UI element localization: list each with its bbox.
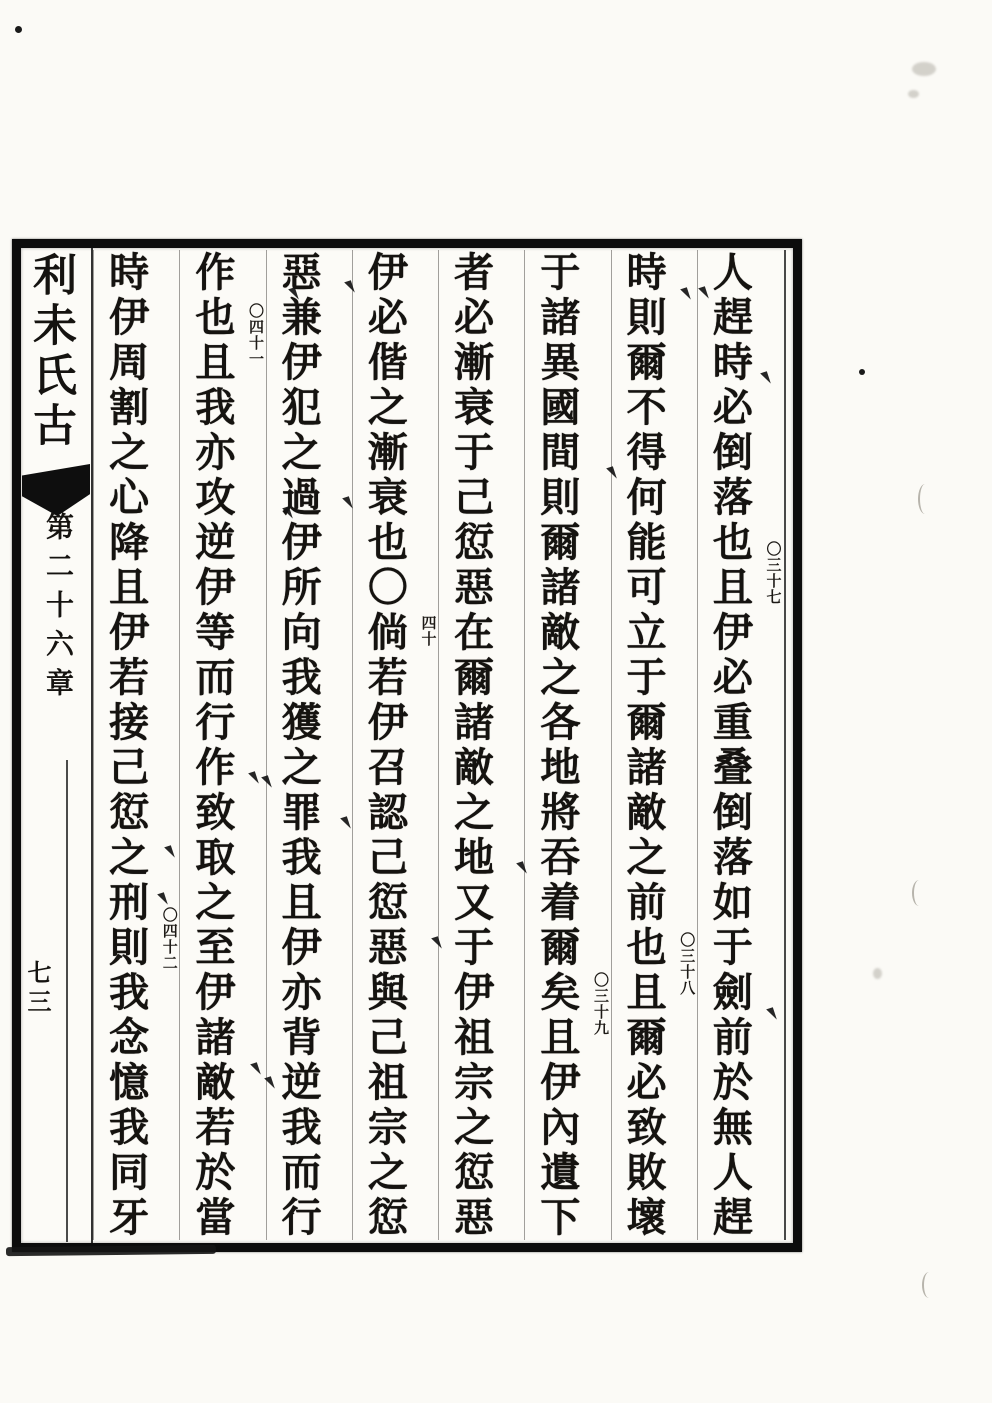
scan-artifact <box>912 62 936 76</box>
glyph: 國 <box>540 384 581 430</box>
glyph: 則 <box>626 294 667 340</box>
verse-number-note <box>765 542 783 606</box>
glyph: 宗 <box>454 1059 495 1105</box>
glyph: 地 <box>454 834 495 880</box>
glyph: 又 <box>454 879 495 925</box>
glyph: 之 <box>454 1104 495 1150</box>
glyph: 敵 <box>454 744 495 790</box>
scan-artifact <box>918 484 932 514</box>
glyph: 各 <box>540 699 581 745</box>
glyph: 己 <box>367 834 408 880</box>
glyph: 壞 <box>626 1194 667 1240</box>
glyph: 矣 <box>540 969 581 1015</box>
glyph: 行 <box>281 1194 322 1240</box>
text-column <box>352 250 439 1240</box>
glyph: 之 <box>109 429 150 475</box>
glyph: 伊 <box>281 519 322 565</box>
text-column <box>266 250 353 1240</box>
note-glyph: 二 <box>162 956 178 973</box>
glyph: 攻 <box>195 474 236 520</box>
glyph: 立 <box>626 609 667 655</box>
text-column <box>438 250 525 1240</box>
text-columns <box>94 250 786 1240</box>
glyph: 諸 <box>540 294 581 340</box>
glyph: 人 <box>712 1149 753 1195</box>
glyph: 所 <box>281 564 322 610</box>
glyph: 愆 <box>367 879 408 925</box>
verse-number-note <box>679 933 697 997</box>
glyph: 叠 <box>712 744 753 790</box>
glyph: 愆 <box>109 789 150 835</box>
glyph: 爾 <box>454 654 495 700</box>
scan-artifact <box>6 1245 216 1256</box>
note-glyph: 三 <box>766 558 782 575</box>
glyph: 作 <box>195 744 236 790</box>
text-column <box>179 250 266 1240</box>
verse-number-note <box>420 616 438 648</box>
glyph: 且 <box>712 564 753 610</box>
glyph: 敵 <box>540 609 581 655</box>
glyph: 過 <box>281 474 322 520</box>
column-text <box>532 250 588 1240</box>
glyph: 周 <box>109 339 150 385</box>
glyph: 同 <box>109 1149 150 1195</box>
glyph: 時 <box>712 339 753 385</box>
glyph: 伊 <box>195 564 236 610</box>
glyph: 必 <box>367 294 408 340</box>
glyph: 敵 <box>195 1059 236 1105</box>
glyph: 趕 <box>712 1194 753 1240</box>
glyph: 行 <box>195 699 236 745</box>
glyph: 之 <box>195 879 236 925</box>
glyph: 於 <box>195 1149 236 1195</box>
glyph: 背 <box>281 1014 322 1060</box>
glyph: 至 <box>195 924 236 970</box>
glyph: 憶 <box>109 1059 150 1105</box>
glyph: 獲 <box>281 699 322 745</box>
note-glyph: 四 <box>248 320 264 337</box>
glyph: 諸 <box>626 744 667 790</box>
note-glyph: 四 <box>162 924 178 941</box>
note-glyph: 十 <box>680 965 696 982</box>
glyph: 吞 <box>540 834 581 880</box>
glyph: 諸 <box>195 1014 236 1060</box>
text-column <box>524 250 611 1240</box>
glyph: 時 <box>109 249 150 295</box>
glyph: 之 <box>540 654 581 700</box>
glyph: 倘 <box>367 609 408 655</box>
glyph: 也 <box>195 294 236 340</box>
note-glyph: 一 <box>248 352 264 369</box>
glyph: 亦 <box>195 429 236 475</box>
note-glyph: 九 <box>593 1020 609 1037</box>
glyph: 且 <box>540 1014 581 1060</box>
glyph: 于 <box>626 654 667 700</box>
glyph: 衰 <box>454 384 495 430</box>
glyph: 認 <box>367 789 408 835</box>
glyph: 于 <box>454 924 495 970</box>
glyph: 伊 <box>367 249 408 295</box>
glyph: 且 <box>195 339 236 385</box>
glyph: 必 <box>712 384 753 430</box>
note-glyph: 〇 <box>766 542 782 559</box>
note-glyph: 七 <box>766 590 782 607</box>
glyph: 割 <box>109 384 150 430</box>
glyph: 爾 <box>540 924 581 970</box>
glyph: 向 <box>281 609 322 655</box>
glyph: 祖 <box>367 1059 408 1105</box>
column-text <box>705 250 761 1240</box>
glyph: 己 <box>367 1014 408 1060</box>
glyph: 我 <box>281 654 322 700</box>
glyph: 得 <box>626 429 667 475</box>
glyph: 偕 <box>367 339 408 385</box>
glyph: 祖 <box>454 1014 495 1060</box>
glyph: 伊 <box>109 294 150 340</box>
scan-artifact <box>912 880 926 906</box>
note-glyph: 十 <box>766 574 782 591</box>
glyph: 等 <box>195 609 236 655</box>
note-glyph: 四 <box>421 616 437 633</box>
glyph: 我 <box>109 969 150 1015</box>
note-glyph: 十 <box>248 336 264 353</box>
glyph: 在 <box>454 609 495 655</box>
glyph: 而 <box>195 654 236 700</box>
note-glyph: 〇 <box>248 304 264 321</box>
glyph: 衰 <box>367 474 408 520</box>
glyph: 諸 <box>540 564 581 610</box>
glyph: 宗 <box>367 1104 408 1150</box>
glyph: 無 <box>712 1104 753 1150</box>
page-number: 七三 <box>23 960 49 1018</box>
glyph: 前 <box>712 1014 753 1060</box>
glyph: 人 <box>712 249 753 295</box>
glyph: 之 <box>109 834 150 880</box>
glyph: 着 <box>540 879 581 925</box>
glyph: 時 <box>626 249 667 295</box>
glyph: 惡 <box>454 1194 495 1240</box>
glyph: 也 <box>367 519 408 565</box>
glyph: 爾 <box>540 519 581 565</box>
glyph: 惡 <box>454 564 495 610</box>
glyph: 伊 <box>281 339 322 385</box>
glyph: 伊 <box>281 924 322 970</box>
glyph: 心 <box>109 474 150 520</box>
glyph: 落 <box>712 834 753 880</box>
glyph: 刑 <box>109 879 150 925</box>
glyph: 伊 <box>109 609 150 655</box>
glyph: 之 <box>281 429 322 475</box>
margin-center-line <box>66 760 68 1242</box>
scan-artifact <box>15 26 22 33</box>
glyph: 且 <box>109 564 150 610</box>
glyph: 伊 <box>367 699 408 745</box>
column-text <box>187 250 243 1240</box>
glyph: 倒 <box>712 789 753 835</box>
glyph: 爾 <box>626 699 667 745</box>
glyph: 作 <box>195 249 236 295</box>
glyph: 異 <box>540 339 581 385</box>
scan-artifact <box>908 90 919 98</box>
verse-number-note <box>161 908 179 972</box>
glyph: 愆 <box>454 519 495 565</box>
glyph: 惡 <box>367 924 408 970</box>
column-text <box>619 250 675 1240</box>
glyph: 也 <box>712 519 753 565</box>
glyph: 牙 <box>109 1194 150 1240</box>
note-glyph: 八 <box>680 981 696 998</box>
note-glyph: 三 <box>680 949 696 966</box>
glyph: 必 <box>454 294 495 340</box>
glyph: 之 <box>367 384 408 430</box>
glyph: 能 <box>626 519 667 565</box>
glyph: 者 <box>454 249 495 295</box>
glyph: 不 <box>626 384 667 430</box>
glyph: 己 <box>109 744 150 790</box>
glyph: 亦 <box>281 969 322 1015</box>
glyph: 爾 <box>626 1014 667 1060</box>
glyph: 如 <box>712 879 753 925</box>
glyph: 我 <box>281 1104 322 1150</box>
text-column <box>697 250 784 1240</box>
glyph: 接 <box>109 699 150 745</box>
glyph: 若 <box>195 1104 236 1150</box>
glyph: 與 <box>367 969 408 1015</box>
glyph: 若 <box>109 654 150 700</box>
glyph: 劍 <box>712 969 753 1015</box>
glyph: 〇 <box>367 564 408 610</box>
glyph: 惡 <box>281 249 322 295</box>
glyph: 遺 <box>540 1149 581 1195</box>
glyph: 前 <box>626 879 667 925</box>
glyph: 地 <box>540 744 581 790</box>
glyph: 敵 <box>626 789 667 835</box>
scan-artifact <box>873 968 882 979</box>
verse-number-note <box>248 304 266 368</box>
glyph: 必 <box>712 654 753 700</box>
glyph: 何 <box>626 474 667 520</box>
glyph: 伊 <box>540 1059 581 1105</box>
note-glyph: 〇 <box>593 972 609 989</box>
glyph: 兼 <box>281 294 322 340</box>
note-glyph: 〇 <box>680 933 696 950</box>
glyph: 念 <box>109 1014 150 1060</box>
glyph: 而 <box>281 1149 322 1195</box>
glyph: 取 <box>195 834 236 880</box>
glyph: 間 <box>540 429 581 475</box>
glyph: 愆 <box>454 1149 495 1195</box>
glyph: 我 <box>281 834 322 880</box>
glyph: 內 <box>540 1104 581 1150</box>
glyph: 己 <box>454 474 495 520</box>
glyph: 我 <box>109 1104 150 1150</box>
column-text <box>360 250 416 1240</box>
scan-artifact <box>922 1272 936 1298</box>
glyph: 之 <box>626 834 667 880</box>
glyph: 諸 <box>454 699 495 745</box>
glyph: 於 <box>712 1059 753 1105</box>
note-glyph: 〇 <box>162 908 178 925</box>
glyph: 之 <box>367 1149 408 1195</box>
glyph: 可 <box>626 564 667 610</box>
verse-number-note <box>593 973 611 1037</box>
glyph: 倒 <box>712 429 753 475</box>
column-text <box>446 250 502 1240</box>
book-title: 利未氏古 <box>26 252 75 452</box>
note-glyph: 三 <box>593 988 609 1005</box>
glyph: 必 <box>626 1059 667 1105</box>
column-text <box>101 250 157 1240</box>
glyph: 重 <box>712 699 753 745</box>
glyph: 且 <box>626 969 667 1015</box>
scan-artifact <box>859 369 865 375</box>
note-glyph: 十 <box>593 1004 609 1021</box>
glyph: 且 <box>281 879 322 925</box>
glyph: 我 <box>195 384 236 430</box>
glyph: 爾 <box>626 339 667 385</box>
text-column <box>611 250 698 1240</box>
glyph: 落 <box>712 474 753 520</box>
glyph: 將 <box>540 789 581 835</box>
glyph: 伊 <box>712 609 753 655</box>
glyph: 漸 <box>454 339 495 385</box>
glyph: 也 <box>626 924 667 970</box>
glyph: 罪 <box>281 789 322 835</box>
glyph: 愆 <box>367 1194 408 1240</box>
text-column <box>93 250 180 1240</box>
glyph: 召 <box>367 744 408 790</box>
glyph: 伊 <box>195 969 236 1015</box>
glyph: 于 <box>454 429 495 475</box>
note-glyph: 十 <box>421 632 437 649</box>
glyph: 伊 <box>454 969 495 1015</box>
glyph: 致 <box>626 1104 667 1150</box>
glyph: 逆 <box>195 519 236 565</box>
glyph: 致 <box>195 789 236 835</box>
glyph: 趕 <box>712 294 753 340</box>
column-text <box>274 250 330 1240</box>
glyph: 于 <box>540 249 581 295</box>
glyph: 則 <box>540 474 581 520</box>
glyph: 于 <box>712 924 753 970</box>
glyph: 敗 <box>626 1149 667 1195</box>
glyph: 犯 <box>281 384 322 430</box>
glyph: 之 <box>454 789 495 835</box>
glyph: 則 <box>109 924 150 970</box>
glyph: 若 <box>367 654 408 700</box>
note-glyph: 十 <box>162 940 178 957</box>
glyph: 降 <box>109 519 150 565</box>
glyph: 漸 <box>367 429 408 475</box>
glyph: 之 <box>281 744 322 790</box>
chapter-label: 第二十六章 <box>42 512 73 707</box>
glyph: 下 <box>540 1194 581 1240</box>
glyph: 逆 <box>281 1059 322 1105</box>
glyph: 當 <box>195 1194 236 1240</box>
